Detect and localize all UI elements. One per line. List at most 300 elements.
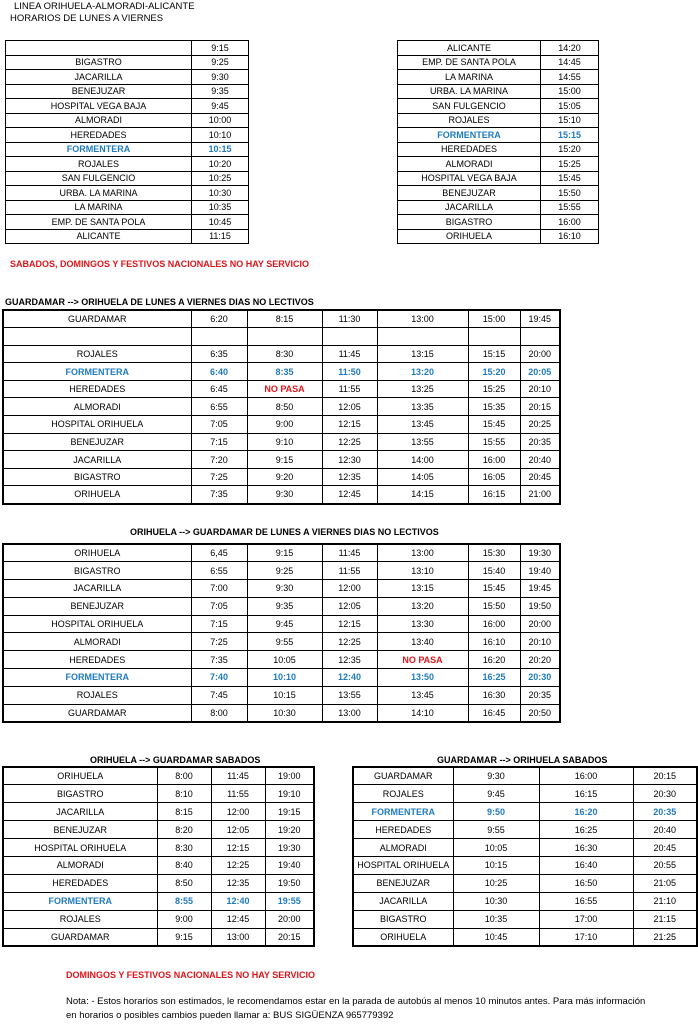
time-cell	[377, 328, 468, 346]
table-row	[3, 892, 314, 910]
table-row	[353, 874, 697, 892]
time-cell: 6:55	[191, 562, 247, 580]
table-row	[398, 41, 599, 56]
stop-cell: HOSPITAL ORIHUELA	[353, 856, 453, 874]
stop-cell: FORMENTERA	[3, 363, 191, 381]
table-row	[398, 84, 599, 99]
stop-cell: HOSPITAL VEGA BAJA	[398, 171, 541, 186]
time-cell: 9:15	[247, 451, 322, 469]
table-row	[398, 113, 599, 128]
time-cell: 7:00	[191, 580, 247, 598]
time-cell: 10:25	[453, 874, 539, 892]
time-cell: 6:35	[191, 345, 247, 363]
stop-cell: ORIHUELA	[3, 544, 191, 562]
time-cell: 12:45	[211, 910, 265, 928]
table-row	[398, 200, 599, 215]
table-row	[3, 328, 560, 346]
stop-cell: SAN FULGENCIO	[6, 171, 192, 186]
time-cell: 11:45	[211, 767, 265, 785]
time-cell: 8:30	[157, 839, 211, 857]
time-cell: 7:05	[191, 416, 247, 434]
time-cell: 12:40	[322, 669, 377, 687]
time-cell: 20:00	[265, 910, 314, 928]
table-row	[3, 767, 314, 785]
time-cell: 16:00	[468, 615, 520, 633]
time-cell: 7:35	[191, 486, 247, 504]
time-cell: 9:45	[192, 99, 249, 114]
stop-cell: FORMENTERA	[3, 669, 191, 687]
time-cell: 9:45	[453, 785, 539, 803]
time-cell: 12:30	[322, 451, 377, 469]
time-cell: 9:15	[192, 41, 249, 56]
no-service-notice: SABADOS, DOMINGOS Y FESTIVOS NACIONALES NO HAY SERVICIO	[10, 259, 310, 269]
stop-cell: BIGASTRO	[3, 785, 157, 803]
time-cell: 17:00	[539, 910, 633, 928]
stop-cell: FORMENTERA	[3, 892, 157, 910]
time-cell: 8:20	[157, 821, 211, 839]
time-cell: 12:45	[322, 486, 377, 504]
time-cell: 12:25	[322, 433, 377, 451]
time-cell: 9:00	[157, 910, 211, 928]
time-cell: 20:30	[633, 785, 697, 803]
time-cell: 13:00	[377, 310, 468, 328]
stop-cell: BIGASTRO	[398, 215, 541, 230]
footnote-line-2: en horarios o posibles cambios pueden llamar a: BUS SIGÜENZA 965779392	[66, 1010, 394, 1021]
table-row	[3, 856, 314, 874]
table-row	[3, 839, 314, 857]
time-cell: 12:35	[322, 468, 377, 486]
time-cell: 12:15	[322, 416, 377, 434]
stop-cell: HOSPITAL ORIHUELA	[3, 416, 191, 434]
time-cell: 19:30	[265, 839, 314, 857]
time-cell: 17:10	[539, 928, 633, 946]
stop-cell: LA MARINA	[398, 70, 541, 85]
time-cell: 7:15	[191, 615, 247, 633]
table-row	[353, 839, 697, 857]
guardamar-orihuela-table	[2, 309, 561, 505]
stop-cell: HEREDADES	[3, 651, 191, 669]
footnote-line-1: Nota: - Estos horarios son estimados, le recomendamos estar en la parada de autobús al menos 10 minutos antes. Para más información	[66, 996, 646, 1007]
time-cell: 12:25	[322, 633, 377, 651]
stop-cell: BENEJUZAR	[398, 186, 541, 201]
time-cell: 9:15	[247, 544, 322, 562]
table-row	[3, 398, 560, 416]
table-row	[6, 128, 249, 143]
stop-cell: EMP. DE SANTA POLA	[6, 215, 192, 230]
time-cell: 8:50	[157, 874, 211, 892]
stop-cell: JACARILLA	[353, 892, 453, 910]
time-cell: 13:25	[377, 380, 468, 398]
stop-cell: JACARILLA	[6, 70, 192, 85]
stop-cell: BENEJUZAR	[3, 597, 191, 615]
stop-cell: JACARILLA	[398, 200, 541, 215]
table-row	[398, 229, 599, 244]
stop-cell: HEREDADES	[3, 874, 157, 892]
time-cell: NO PASA	[377, 651, 468, 669]
stop-cell: SAN FULGENCIO	[398, 99, 541, 114]
stop-cell: URBA. LA MARINA	[398, 84, 541, 99]
time-cell: 10:05	[247, 651, 322, 669]
stop-cell: JACARILLA	[3, 803, 157, 821]
table-row	[3, 433, 560, 451]
time-cell: 10:00	[192, 113, 249, 128]
time-cell: 9:35	[192, 84, 249, 99]
time-cell: 9:15	[157, 928, 211, 946]
time-cell: 19:55	[265, 892, 314, 910]
table-row	[6, 186, 249, 201]
table-row	[3, 416, 560, 434]
stop-cell: FORMENTERA	[398, 128, 541, 143]
time-cell: 15:50	[468, 597, 520, 615]
time-cell: 10:35	[453, 910, 539, 928]
stop-cell: ROJALES	[3, 910, 157, 928]
stop-cell: JACARILLA	[3, 580, 191, 598]
time-cell: 11:55	[322, 562, 377, 580]
saturday-return-title: GUARDAMAR --> ORIHUELA SABADOS	[437, 755, 608, 765]
time-cell: 15:05	[541, 99, 599, 114]
time-cell: 20:15	[265, 928, 314, 946]
time-cell: 14:10	[377, 704, 468, 722]
time-cell: 13:50	[377, 669, 468, 687]
time-cell: 9:30	[453, 767, 539, 785]
time-cell: 19:45	[520, 580, 560, 598]
time-cell: 13:35	[377, 398, 468, 416]
table-row	[6, 200, 249, 215]
time-cell: 15:35	[468, 398, 520, 416]
table-row	[3, 821, 314, 839]
time-cell: 16:00	[468, 451, 520, 469]
table-row	[6, 157, 249, 172]
time-cell: 20:25	[520, 416, 560, 434]
time-cell: 12:15	[322, 615, 377, 633]
time-cell: 15:10	[541, 113, 599, 128]
stop-cell: BIGASTRO	[3, 562, 191, 580]
stop-cell: ALMORADI	[353, 839, 453, 857]
stop-cell: URBA. LA MARINA	[6, 186, 192, 201]
time-cell: 13:15	[377, 580, 468, 598]
table-row	[3, 468, 560, 486]
table-row	[6, 41, 249, 56]
time-cell: 16:40	[539, 856, 633, 874]
time-cell: 16:25	[539, 821, 633, 839]
time-cell: 7:35	[191, 651, 247, 669]
time-cell: 12:05	[211, 821, 265, 839]
time-cell: 12:05	[322, 597, 377, 615]
table-row	[398, 171, 599, 186]
time-cell: 20:40	[633, 821, 697, 839]
time-cell: 16:45	[468, 704, 520, 722]
time-cell: 19:00	[265, 767, 314, 785]
time-cell: 14:05	[377, 468, 468, 486]
stop-cell: ALMORADI	[3, 398, 191, 416]
time-cell: 9:45	[247, 615, 322, 633]
table-row	[3, 451, 560, 469]
time-cell: 10:20	[192, 157, 249, 172]
time-cell: 8:55	[157, 892, 211, 910]
stop-cell: ALMORADI	[3, 856, 157, 874]
time-cell: 13:55	[377, 433, 468, 451]
time-cell: NO PASA	[247, 380, 322, 398]
time-cell: 12:40	[211, 892, 265, 910]
time-cell	[191, 328, 247, 346]
time-cell: 12:00	[211, 803, 265, 821]
table-row	[3, 580, 560, 598]
time-cell: 15:20	[541, 142, 599, 157]
stop-cell: ROJALES	[353, 785, 453, 803]
stop-cell: BIGASTRO	[353, 910, 453, 928]
stop-cell: ROJALES	[398, 113, 541, 128]
time-cell: 13:00	[211, 928, 265, 946]
time-cell: 10:15	[453, 856, 539, 874]
stop-cell: ALMORADI	[6, 113, 192, 128]
time-cell: 20:10	[520, 633, 560, 651]
saturday-return-table	[352, 766, 698, 947]
time-cell: 16:20	[539, 803, 633, 821]
time-cell	[520, 328, 560, 346]
time-cell	[322, 328, 377, 346]
saturday-outbound-title: ORIHUELA --> GUARDAMAR SABADOS	[90, 755, 261, 765]
time-cell: 9:20	[247, 468, 322, 486]
time-cell: 8:15	[157, 803, 211, 821]
time-cell: 15:00	[541, 84, 599, 99]
time-cell: 7:20	[191, 451, 247, 469]
table-row	[3, 310, 560, 328]
time-cell: 20:35	[633, 803, 697, 821]
time-cell: 10:10	[192, 128, 249, 143]
guardamar-orihuela-title: GUARDAMAR --> ORIHUELA DE LUNES A VIERNES DIAS NO LECTIVOS	[5, 297, 314, 307]
table-row	[398, 215, 599, 230]
stop-cell: HOSPITAL ORIHUELA	[3, 839, 157, 857]
time-cell: 16:55	[539, 892, 633, 910]
time-cell: 14:20	[541, 41, 599, 56]
table-row	[353, 785, 697, 803]
time-cell: 15:55	[468, 433, 520, 451]
time-cell: 16:00	[539, 767, 633, 785]
time-cell: 6:45	[191, 380, 247, 398]
table-row	[3, 651, 560, 669]
table-row	[3, 633, 560, 651]
time-cell: 15:45	[468, 416, 520, 434]
time-cell: 10:30	[453, 892, 539, 910]
time-cell: 11:55	[322, 380, 377, 398]
table-row	[6, 229, 249, 244]
time-cell: 15:40	[468, 562, 520, 580]
table-row	[3, 803, 314, 821]
time-cell: 10:10	[247, 669, 322, 687]
time-cell: 15:45	[468, 580, 520, 598]
table-row	[3, 363, 560, 381]
table-row	[3, 669, 560, 687]
time-cell: 12:35	[322, 651, 377, 669]
weekday-subtitle: HORARIOS DE LUNES A VIERNES	[10, 13, 164, 24]
time-cell: 20:35	[520, 433, 560, 451]
stop-cell: JACARILLA	[3, 451, 191, 469]
table-row	[3, 928, 314, 946]
time-cell: 13:20	[377, 363, 468, 381]
time-cell: 16:30	[539, 839, 633, 857]
time-cell: 16:15	[468, 486, 520, 504]
time-cell: 10:35	[192, 200, 249, 215]
time-cell: 20:45	[633, 839, 697, 857]
time-cell: 20:15	[520, 398, 560, 416]
stop-cell: HOSPITAL ORIHUELA	[3, 615, 191, 633]
time-cell: 15:15	[468, 345, 520, 363]
time-cell: 12:35	[211, 874, 265, 892]
time-cell: 13:45	[377, 416, 468, 434]
stop-cell: ORIHUELA	[3, 767, 157, 785]
time-cell: 13:45	[377, 686, 468, 704]
table-row	[3, 380, 560, 398]
time-cell: 8:10	[157, 785, 211, 803]
table-row	[6, 84, 249, 99]
table-row	[398, 70, 599, 85]
time-cell: 9:10	[247, 433, 322, 451]
time-cell: 16:20	[468, 651, 520, 669]
time-cell: 9:55	[247, 633, 322, 651]
stop-cell: ORIHUELA	[398, 229, 541, 244]
stop-cell: ALMORADI	[3, 633, 191, 651]
time-cell: 21:05	[633, 874, 697, 892]
stop-cell: ORIHUELA	[3, 486, 191, 504]
table-row	[3, 910, 314, 928]
stop-cell: EMP. DE SANTA POLA	[398, 55, 541, 70]
time-cell: 9:30	[192, 70, 249, 85]
table-row	[3, 562, 560, 580]
time-cell: 16:10	[468, 633, 520, 651]
table-row	[3, 785, 314, 803]
time-cell: 20:50	[520, 704, 560, 722]
time-cell: 9:30	[247, 486, 322, 504]
time-cell: 9:30	[247, 580, 322, 598]
time-cell: 15:25	[541, 157, 599, 172]
table-row	[3, 686, 560, 704]
stop-cell: BENEJUZAR	[3, 433, 191, 451]
time-cell: 19:40	[520, 562, 560, 580]
table-row	[398, 157, 599, 172]
time-cell: 11:30	[322, 310, 377, 328]
table-row	[353, 821, 697, 839]
time-cell: 7:15	[191, 433, 247, 451]
time-cell: 10:30	[192, 186, 249, 201]
stop-cell: FORMENTERA	[6, 142, 192, 157]
time-cell: 21:25	[633, 928, 697, 946]
time-cell: 9:35	[247, 597, 322, 615]
time-cell: 19:45	[520, 310, 560, 328]
time-cell: 7:05	[191, 597, 247, 615]
sunday-no-service-notice: DOMINGOS Y FESTIVOS NACIONALES NO HAY SERVICIO	[66, 970, 316, 980]
time-cell: 15:50	[541, 186, 599, 201]
time-cell: 11:15	[192, 229, 249, 244]
weekday-return-table	[397, 40, 599, 244]
time-cell: 7:40	[191, 669, 247, 687]
time-cell: 13:20	[377, 597, 468, 615]
saturday-outbound-table	[2, 766, 315, 947]
time-cell: 7:25	[191, 633, 247, 651]
table-row	[3, 345, 560, 363]
stop-cell: GUARDAMAR	[3, 310, 191, 328]
table-row	[3, 615, 560, 633]
time-cell: 9:50	[453, 803, 539, 821]
time-cell: 8:30	[247, 345, 322, 363]
time-cell: 9:55	[453, 821, 539, 839]
time-cell: 20:40	[520, 451, 560, 469]
time-cell: 12:25	[211, 856, 265, 874]
time-cell: 12:15	[211, 839, 265, 857]
time-cell: 20:35	[520, 686, 560, 704]
table-row	[6, 215, 249, 230]
time-cell: 13:30	[377, 615, 468, 633]
stop-cell: HEREDADES	[398, 142, 541, 157]
time-cell: 20:45	[520, 468, 560, 486]
time-cell: 10:05	[453, 839, 539, 857]
table-row	[353, 928, 697, 946]
table-row	[398, 186, 599, 201]
time-cell: 21:15	[633, 910, 697, 928]
time-cell: 12:05	[322, 398, 377, 416]
time-cell: 13:40	[377, 633, 468, 651]
time-cell: 15:30	[468, 544, 520, 562]
stop-cell: ROJALES	[3, 345, 191, 363]
table-row	[353, 910, 697, 928]
time-cell: 11:45	[322, 345, 377, 363]
stop-cell: GUARDAMAR	[3, 704, 191, 722]
time-cell: 14:45	[541, 55, 599, 70]
time-cell: 20:55	[633, 856, 697, 874]
time-cell: 13:15	[377, 345, 468, 363]
time-cell: 10:15	[247, 686, 322, 704]
time-cell: 19:50	[520, 597, 560, 615]
table-row	[353, 803, 697, 821]
time-cell: 6:20	[191, 310, 247, 328]
time-cell: 13:00	[322, 704, 377, 722]
time-cell: 19:20	[265, 821, 314, 839]
time-cell: 9:00	[247, 416, 322, 434]
time-cell: 15:45	[541, 171, 599, 186]
time-cell: 14:00	[377, 451, 468, 469]
stop-cell: ALICANTE	[398, 41, 541, 56]
stop-cell: BIGASTRO	[3, 468, 191, 486]
time-cell: 21:10	[633, 892, 697, 910]
stop-cell: BIGASTRO	[6, 55, 192, 70]
table-row	[398, 99, 599, 114]
time-cell: 16:10	[541, 229, 599, 244]
stop-cell: LA MARINA	[6, 200, 192, 215]
time-cell: 8:35	[247, 363, 322, 381]
table-row	[6, 113, 249, 128]
stop-cell: HOSPITAL VEGA BAJA	[6, 99, 192, 114]
table-row	[398, 142, 599, 157]
time-cell: 20:20	[520, 651, 560, 669]
table-row	[6, 55, 249, 70]
time-cell: 11:45	[322, 544, 377, 562]
orihuela-guardamar-table	[2, 543, 561, 723]
table-row	[6, 142, 249, 157]
time-cell: 20:00	[520, 615, 560, 633]
time-cell: 10:45	[453, 928, 539, 946]
time-cell: 6:40	[191, 363, 247, 381]
time-cell: 8:40	[157, 856, 211, 874]
time-cell: 10:45	[192, 215, 249, 230]
time-cell: 10:15	[192, 142, 249, 157]
time-cell: 8:50	[247, 398, 322, 416]
time-cell: 11:55	[211, 785, 265, 803]
time-cell: 16:00	[541, 215, 599, 230]
time-cell	[247, 328, 322, 346]
table-row	[3, 597, 560, 615]
time-cell: 7:25	[191, 468, 247, 486]
time-cell: 21:00	[520, 486, 560, 504]
line-title: LINEA ORIHUELA-ALMORADI-ALICANTE	[14, 1, 195, 12]
